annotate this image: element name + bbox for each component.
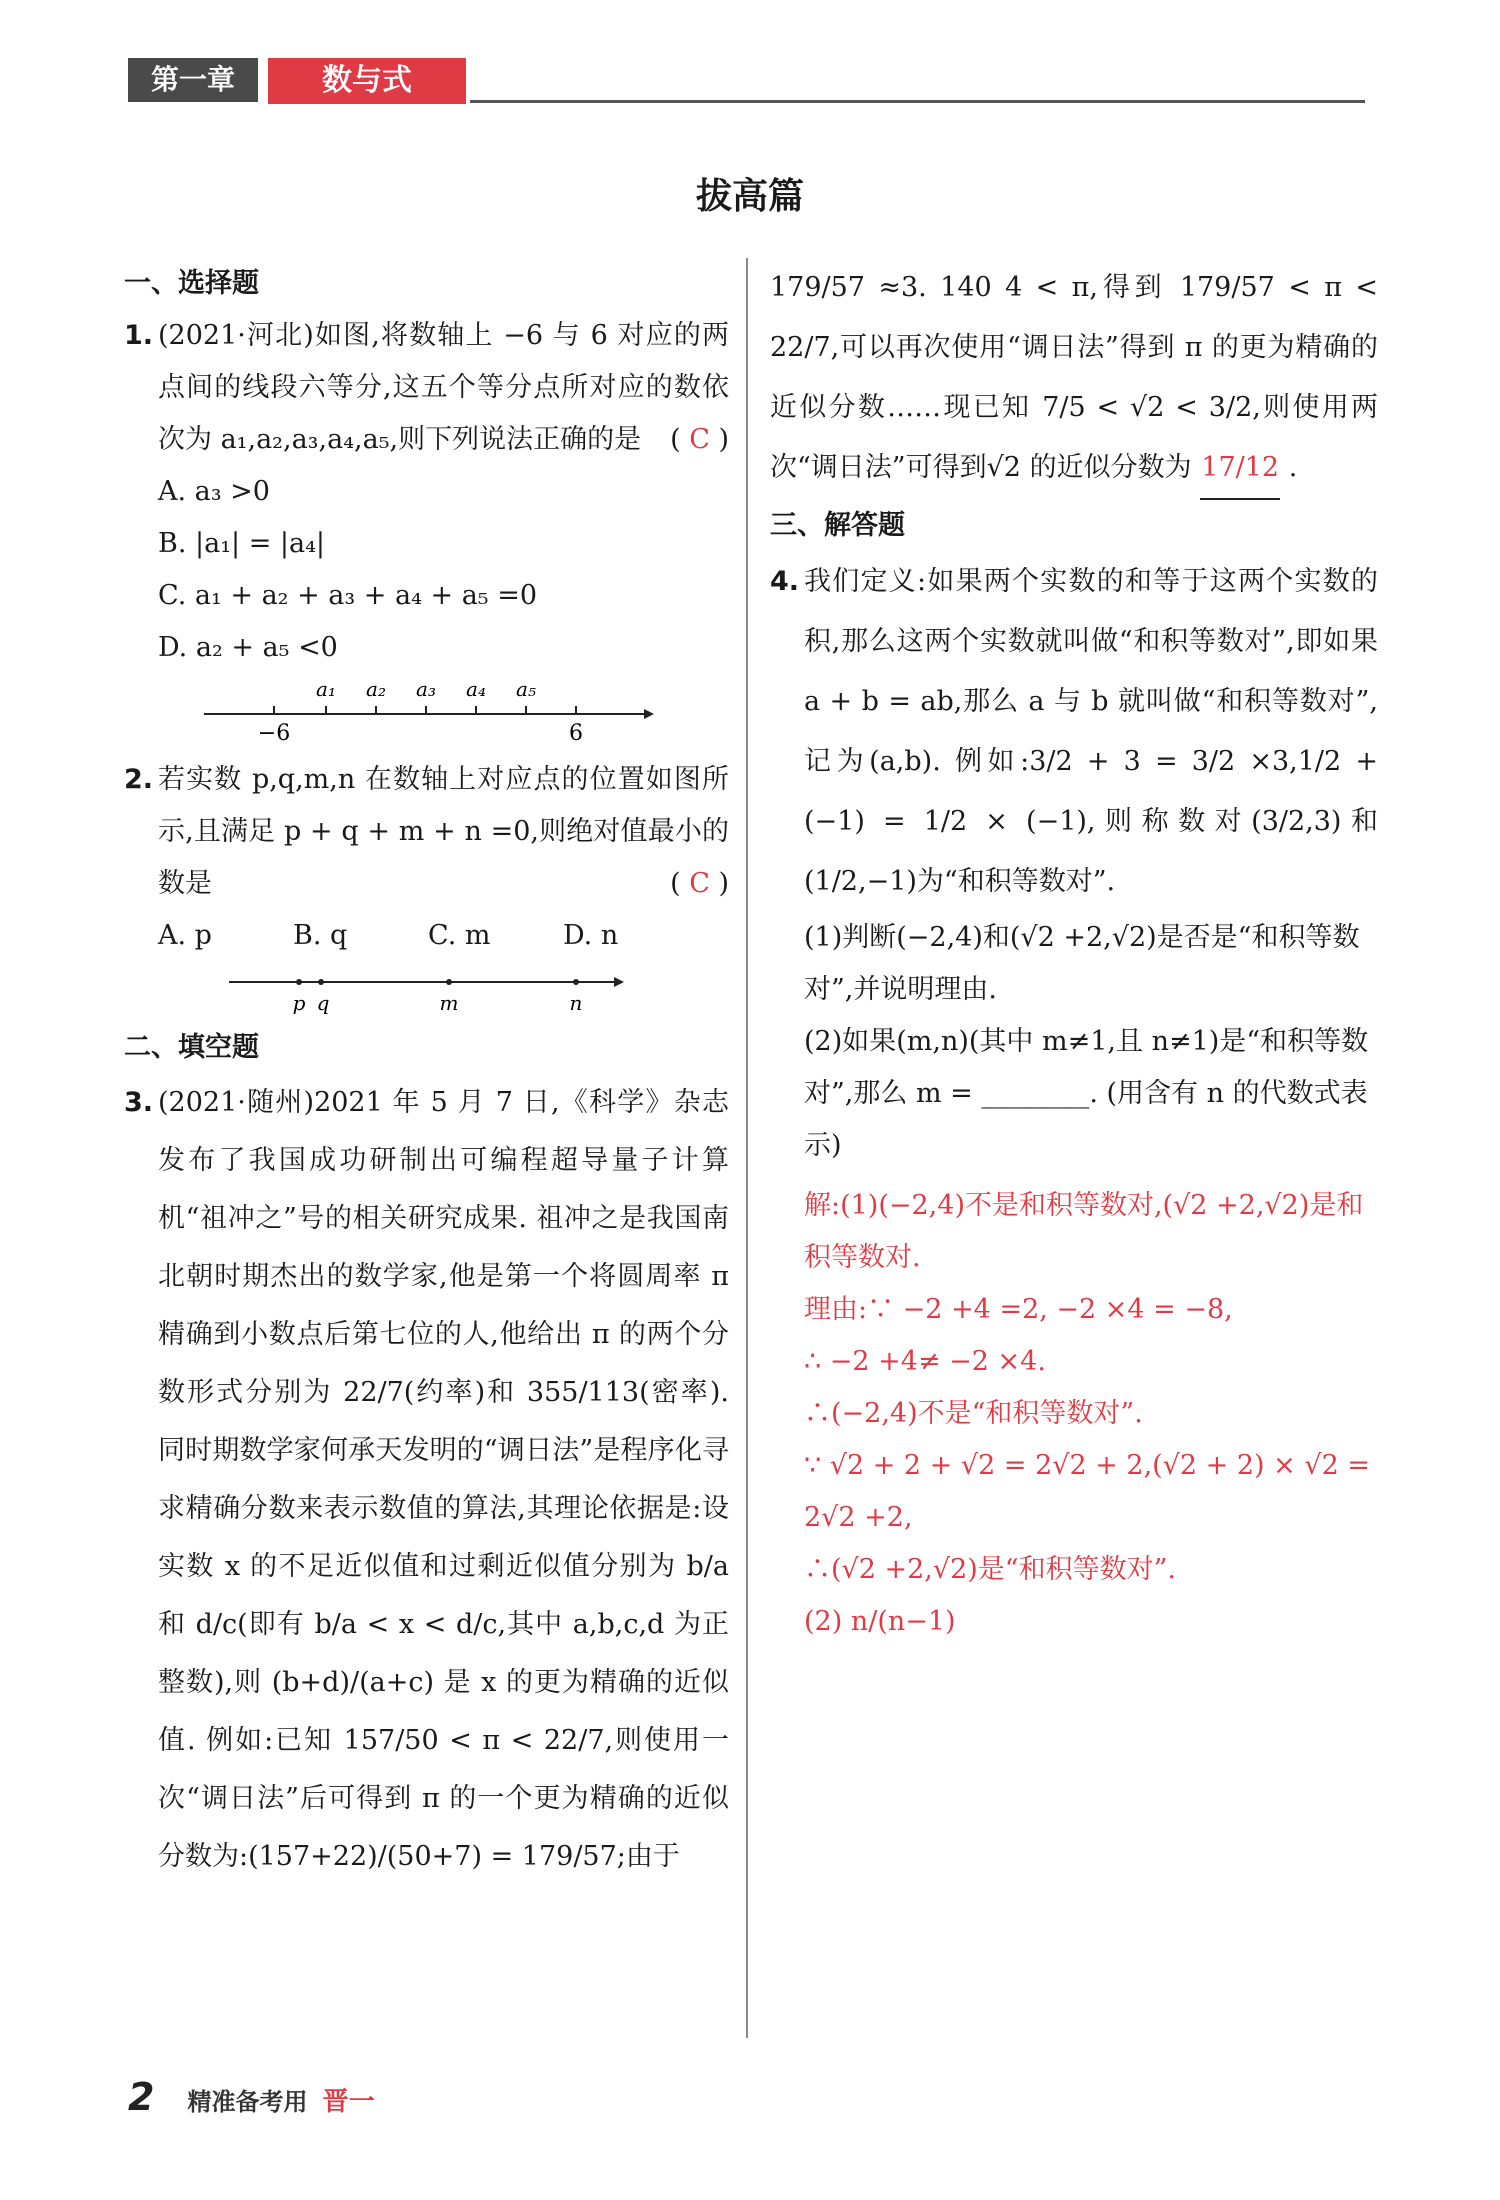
question-text: (2021·随州)2021 年 5 月 7 日,《科学》杂志发布了我国成功研制出可编程超导量子计算机“祖冲之”号的相关研究成果. 祖冲之是我国南北朝时期杰出的数学家,他是第一个将圆周率 π 精确到小数点后第七位的人,他给出 π 的两个分数形式分别为 22/7(约率)和 355/113(密率). 同时期数学家何承天发明的“调日法”是程序化寻求精确分数来表示数值的算法,其理论依据是:设实数 x 的不足近似值和过剩近似值分别为 b/a 和 d/c(即有 b/a < x < d/c,其中 a,b,c,d 为正整数),则 (b+d)/(a+c) 是 x 的更为精确的近似值. 例如:已知 157/50 < π < 22/7,则使用一次“调日法”后可得到 π 的一个更为精确的近似分数为:(157+22)/(50+7) = 179/57;由于 [158, 1087, 729, 1872]
page-footer [128, 2075, 375, 2119]
solution-line: ∵ √2 + 2 + √2 = 2√2 + 2,(√2 + 2) × √2 = 2√2 +2, [804, 1450, 1370, 1533]
option-c: C. a₁ + a₂ + a₃ + a₄ + a₅ =0 [158, 580, 538, 611]
question-text: (2021·河北)如图,将数轴上 −6 与 6 对应的两点间的线段六等分,这五个等分点所对应的数依次为 a₁,a₂,a₃,a₄,a₅,则下列说法正确的是 [158, 320, 729, 455]
option-a: A. p [158, 920, 212, 951]
page-number: 2 [128, 2075, 155, 2119]
question-3 [124, 1074, 729, 1886]
option-c: C. m [428, 920, 491, 951]
option-b: B. |a₁| = |a₄| [158, 528, 326, 559]
question-number: 3. [124, 1087, 154, 1118]
question-4-part-2: (2)如果(m,n)(其中 m≠1,且 n≠1)是“和积等数对”,那么 m = ________. (用含有 n 的代数式表示) [804, 1026, 1369, 1161]
solution-line: ∴(√2 +2,√2)是“和积等数对”. [804, 1554, 1176, 1585]
answer-letter: C [689, 868, 710, 899]
number-line-1 [124, 674, 724, 754]
option-a: A. a₃ >0 [158, 476, 270, 507]
footer-brand: 晋一 [322, 2087, 375, 2117]
solution-line: ∴ −2 +4≠ −2 ×4. [804, 1346, 1046, 1377]
number-line-2 [124, 962, 724, 1022]
label-neg6: −6 [257, 721, 291, 746]
label-a3: a₃ [416, 677, 436, 701]
option-d: D. n [563, 920, 619, 951]
question-text: 若实数 p,q,m,n 在数轴上对应点的位置如图所示,且满足 p + q + m + n =0,则绝对值最小的数是 [158, 764, 729, 899]
label-p: p [292, 991, 306, 1015]
header-rule [470, 100, 1365, 103]
question-number: 2. [124, 764, 154, 795]
label-n: n [569, 991, 583, 1015]
question-text: 179/57 ≈3. 140 4 < π,得到 179/57 < π < 22/7,可以再次使用“调日法”得到 π 的更为精确的近似分数……现已知 7/5 < √2 < 3/2,则使用两次“调日法”可得到√2 的近似分数为 [770, 272, 1378, 483]
question-2: 2. 若实数 p,q,m,n 在数轴上对应点的位置如图所示,且满足 p + q + m + n =0,则绝对值最小的数是 ( C ) [124, 754, 729, 910]
question-1: 1. (2021·河北)如图,将数轴上 −6 与 6 对应的两点间的线段六等分,这五个等分点所对应的数依次为 a₁,a₂,a₃,a₄,a₅,则下列说法正确的是 ( C ) [124, 310, 729, 466]
section-solve: 三、解答题 [770, 510, 905, 541]
solution-line: ∴(−2,4)不是“和积等数对”. [804, 1398, 1143, 1429]
solution-line: 解:(1)(−2,4)不是和积等数对,(√2 +2,√2)是和积等数对. [804, 1190, 1364, 1273]
chapter-label: 第一章 [128, 58, 258, 102]
right-column [770, 258, 1378, 1648]
label-a1: a₁ [316, 677, 336, 701]
question-4-part-1: (1)判断(−2,4)和(√2 +2,√2)是否是“和积等数对”,并说明理由. [804, 922, 1360, 1005]
solution-block [770, 1180, 1378, 1648]
section-choice: 一、选择题 [124, 268, 259, 299]
question-number: 4. [770, 566, 800, 597]
answer-blank: 17/12 [1200, 438, 1280, 500]
label-a5: a₅ [516, 677, 536, 701]
label-m: m [439, 991, 459, 1015]
footer-label: 精准备考用 [187, 2088, 308, 2116]
question-3-continued: 179/57 ≈3. 140 4 < π,得到 179/57 < π < 22/7,可以再次使用“调日法”得到 π 的更为精确的近似分数……现已知 7/5 < √2 < 3/2,则使用两次“调日法”可得到√2 的近似分数为 17/12 . [770, 258, 1378, 500]
option-d: D. a₂ + a₅ <0 [158, 632, 338, 663]
page-title: 拔高篇 [695, 176, 804, 217]
label-a4: a₄ [466, 677, 486, 701]
section-fill: 二、填空题 [124, 1032, 259, 1063]
column-divider [746, 258, 748, 2038]
solution-line: (2) n/(n−1) [804, 1606, 956, 1637]
label-a2: a₂ [366, 677, 386, 701]
topic-label: 数与式 [268, 58, 466, 104]
question-text: 我们定义:如果两个实数的和等于这两个实数的积,那么这两个实数就叫做“和积等数对”,即如果 a + b = ab,那么 a 与 b 就叫做“和积等数对”,记为(a,b). 例如:3/2 + 3 = 3/2 ×3,1/2 + (−1) = 1/2 × (−1),则称数对(3/2,3)和(1/2,−1)为“和积等数对”. [804, 566, 1378, 897]
label-6: 6 [569, 721, 583, 746]
left-column [124, 258, 729, 1886]
option-b: B. q [293, 920, 348, 951]
solution-line: 理由:∵ −2 +4 =2, −2 ×4 = −8, [804, 1294, 1233, 1325]
question-4 [770, 552, 1378, 912]
label-q: q [316, 991, 330, 1015]
question-number: 1. [124, 320, 154, 351]
answer-letter: C [689, 424, 710, 455]
